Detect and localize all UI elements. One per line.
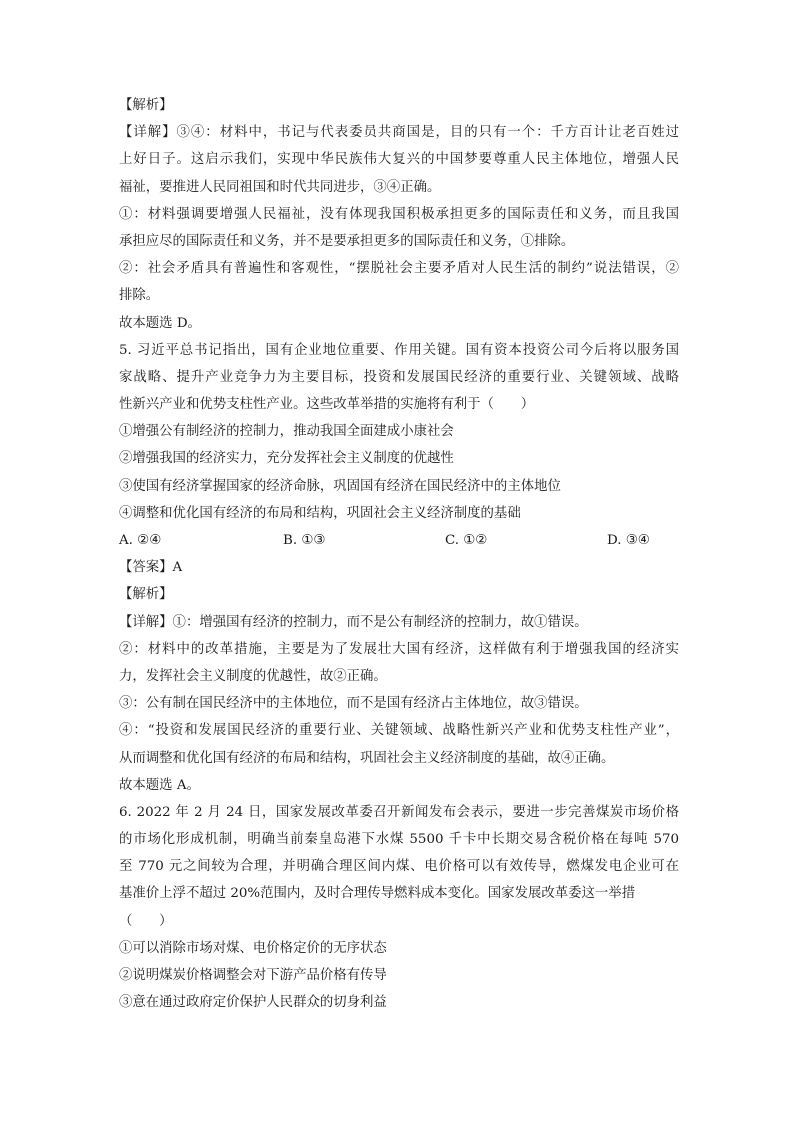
statement-4: ④调整和优化国有经济的布局和结构，巩固社会主义经济制度的基础 bbox=[119, 505, 521, 521]
question-5-stem: 5. 习近平总书记指出，国有企业地位重要、作用关键。国有资本投资公司今后将以服务国 bbox=[119, 342, 679, 358]
option-c: C. ①② bbox=[445, 533, 488, 548]
statement-2: ②说明煤炭价格调整会对下游产品价格有传导 bbox=[119, 968, 387, 983]
statement-1: ①增强公有制经济的控制力，推动我国全面建成小康社会 bbox=[119, 424, 454, 440]
text-line: ③：公有制在国民经济中的主体地位，而不是国有经济占主体地位，故③错误。 bbox=[119, 696, 588, 712]
text-line: 【详解】③④：材料中，书记与代表委员共商国是，目的只有一个：千方百计让老百姓过 bbox=[119, 125, 679, 141]
text-line: 基准价上浮不超过 20%范围内，及时合理传导燃料成本变化。国家发展改革委这一举措 bbox=[119, 886, 636, 902]
statement-3: ③意在通过政府定价保护人民群众的切身利益 bbox=[119, 995, 387, 1011]
text-line: ④：“投资和发展国民经济的重要行业、关键领域、战略性新兴产业和优势支柱性产业”， bbox=[119, 723, 679, 739]
text-line: 【解析】 bbox=[119, 98, 173, 113]
statement-3: ③使国有经济掌握国家的经济命脉，巩固国有经济在国民经济中的主体地位 bbox=[119, 478, 561, 494]
text-line: 上好日子。这启示我们，实现中华民族伟大复兴的中国梦要尊重人民主体地位，增强人民 bbox=[119, 152, 679, 168]
statement-2: ②增强我国的经济实力，充分发挥社会主义制度的优越性 bbox=[119, 451, 454, 467]
text-line: 福祉，要推进人民同祖国和时代共同进步，③④正确。 bbox=[119, 179, 441, 195]
text-line: 【详解】①：增强国有经济的控制力，而不是公有制经济的控制力，故①错误。 bbox=[119, 614, 588, 630]
text-line: 从而调整和优化国有经济的布局和结构，巩固社会主义经济制度的基础，故④正确。 bbox=[119, 750, 615, 766]
option-b: B. ①③ bbox=[283, 533, 326, 548]
document-page bbox=[119, 92, 679, 1016]
text-line: ②：社会矛盾具有普遍性和客观性，“摆脱社会主要矛盾对人民生活的制约”说法错误，② bbox=[119, 261, 679, 277]
text-line: 性新兴产业和优势支柱性产业。这些改革举措的实施将有利于（ ） bbox=[119, 397, 535, 413]
text-line: 至 770 元之间较为合理，并明确合理区间内煤、电价格可以有效传导，燃煤发电企业可在 bbox=[119, 859, 679, 875]
text-line: 【解析】 bbox=[119, 587, 173, 603]
text-line: ①：材料强调要增强人民福祉，没有体现我国积极承担更多的国际责任和义务，而且我国 bbox=[119, 206, 679, 222]
question-6-stem: 6. 2022 年 2 月 24 日，国家发展改革委召开新闻发布会表示，要进一步完善煤炭市场价格 bbox=[119, 804, 679, 820]
answer-line: 【答案】A bbox=[119, 560, 183, 576]
text-line: 力，发挥社会主义制度的优越性，故②正确。 bbox=[119, 668, 387, 684]
text-line: 故本题选 D。 bbox=[119, 315, 201, 331]
text-line: 排除。 bbox=[119, 288, 160, 304]
text-line: 的市场化形成机制，明确当前秦皇岛港下水煤 5500 千卡中长期交易含税价格在每吨 570 bbox=[119, 832, 679, 848]
text-line: 家战略、提升产业竞争力为主要目标，投资和发展国民经济的重要行业、关键领域、战略 bbox=[119, 369, 679, 385]
text-line: 承担应尽的国际责任和义务，并不是要承担更多的国际责任和义务，①排除。 bbox=[119, 233, 575, 249]
text-line: （ ） bbox=[119, 913, 173, 929]
statement-1: ①可以消除市场对煤、电价格定价的无序状态 bbox=[119, 940, 387, 956]
option-a: A. ②④ bbox=[119, 533, 162, 548]
q5-options bbox=[119, 527, 679, 554]
text-line: 故本题选 A。 bbox=[119, 777, 200, 793]
option-d: D. ③④ bbox=[607, 533, 650, 548]
text-line: ②：材料中的改革措施，主要是为了发展壮大国有经济，这样做有利于增强我国的经济实 bbox=[119, 641, 679, 657]
